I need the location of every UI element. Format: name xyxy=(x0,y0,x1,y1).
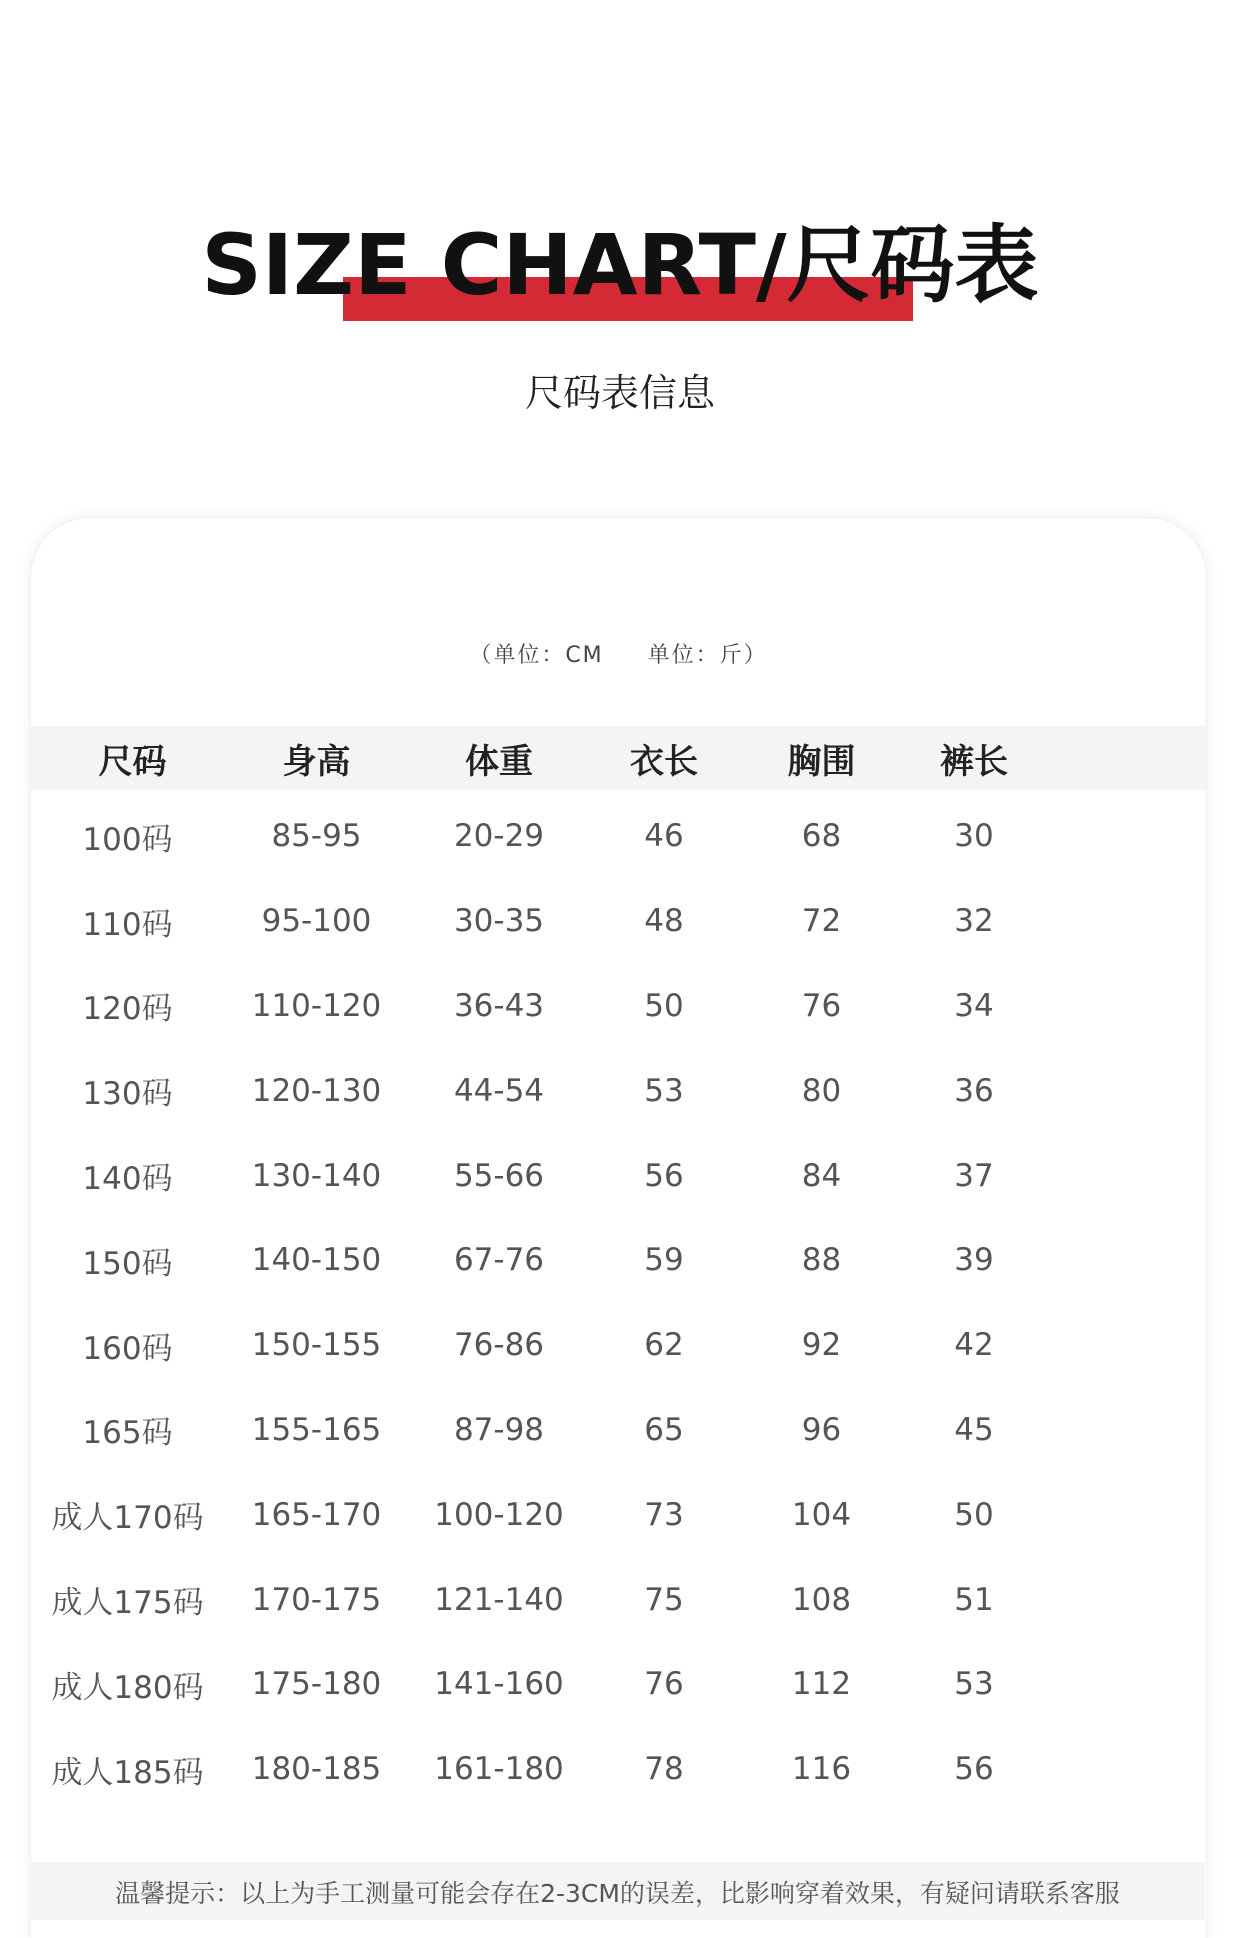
table-cell: 110码 xyxy=(82,906,173,943)
table-cell: 78 xyxy=(644,1751,684,1788)
page-title: SIZE CHART/尺码表 xyxy=(201,216,1039,314)
table-row xyxy=(31,1642,1206,1727)
table-cell: 150-155 xyxy=(251,1327,382,1364)
row-spacer xyxy=(1044,1642,1206,1727)
table-row xyxy=(31,1557,1206,1642)
column-header: 尺码 xyxy=(98,741,167,782)
table-cell: 121-140 xyxy=(434,1581,564,1618)
table-cell: 成人180码 xyxy=(51,1669,204,1706)
table-row xyxy=(31,1727,1206,1812)
footer-note-bar xyxy=(30,1862,1205,1920)
row-spacer xyxy=(1044,1727,1206,1812)
table-cell: 76 xyxy=(801,987,842,1024)
table-cell: 85-95 xyxy=(271,818,362,855)
table-cell: 36 xyxy=(954,1072,994,1109)
column-header: 衣长 xyxy=(630,741,698,782)
table-body xyxy=(31,790,1206,1812)
table-cell: 130码 xyxy=(82,1076,173,1113)
table-header-row xyxy=(31,726,1206,790)
table-cell: 73 xyxy=(644,1496,684,1533)
row-spacer xyxy=(1044,1218,1206,1303)
table-cell: 140码 xyxy=(82,1161,173,1198)
table-cell: 20-29 xyxy=(453,818,545,855)
page-subtitle: 尺码表信息 xyxy=(524,371,715,415)
table-cell: 150码 xyxy=(82,1245,173,1282)
table-cell: 36-43 xyxy=(453,987,545,1024)
table-cell: 45 xyxy=(954,1411,994,1448)
column-header: 体重 xyxy=(465,741,533,782)
row-spacer xyxy=(1044,1388,1206,1473)
table-cell: 160码 xyxy=(82,1330,173,1367)
table-cell: 104 xyxy=(791,1496,852,1533)
table-cell: 50 xyxy=(644,987,684,1024)
table-cell: 72 xyxy=(801,903,842,940)
column-spacer xyxy=(1044,726,1206,790)
row-spacer xyxy=(1044,1303,1206,1388)
table-cell: 165-170 xyxy=(251,1496,382,1533)
table-cell: 80 xyxy=(801,1072,842,1109)
table-cell: 成人170码 xyxy=(51,1500,204,1537)
row-spacer xyxy=(1044,1557,1206,1642)
row-spacer xyxy=(1044,1048,1206,1133)
table-cell: 120-130 xyxy=(251,1072,382,1109)
unit-note xyxy=(31,638,1206,669)
table-cell: 59 xyxy=(644,1242,684,1279)
table-cell: 48 xyxy=(644,903,684,940)
unit-length: （单位：CM xyxy=(469,643,604,668)
row-spacer xyxy=(1044,790,1206,879)
row-spacer xyxy=(1044,879,1206,964)
table-cell: 100-120 xyxy=(434,1496,564,1533)
table-cell: 76-86 xyxy=(453,1327,545,1364)
table-cell: 155-165 xyxy=(251,1411,382,1448)
table-cell: 30 xyxy=(954,818,994,855)
table-cell: 39 xyxy=(954,1242,994,1279)
title-block xyxy=(0,215,1240,325)
table-cell: 140-150 xyxy=(251,1242,382,1279)
table-cell: 37 xyxy=(954,1157,994,1194)
table-cell: 161-180 xyxy=(434,1751,564,1788)
table-cell: 32 xyxy=(954,903,994,940)
table-cell: 42 xyxy=(954,1327,994,1364)
row-spacer xyxy=(1044,1472,1206,1557)
table-cell: 120码 xyxy=(82,991,173,1028)
table-cell: 165码 xyxy=(82,1415,173,1452)
table-cell: 50 xyxy=(954,1496,994,1533)
table-row xyxy=(31,1218,1206,1303)
table-cell: 53 xyxy=(954,1666,994,1703)
row-spacer xyxy=(1044,1133,1206,1218)
table-cell: 87-98 xyxy=(453,1411,545,1448)
table-cell: 84 xyxy=(801,1157,842,1194)
table-cell: 67-76 xyxy=(453,1242,545,1279)
table-row xyxy=(31,879,1206,964)
table-cell: 成人185码 xyxy=(51,1754,204,1791)
table-cell: 88 xyxy=(801,1242,842,1279)
table-cell: 170-175 xyxy=(251,1581,382,1618)
table-cell: 180-185 xyxy=(251,1751,382,1788)
table-cell: 46 xyxy=(644,818,684,855)
table-cell: 76 xyxy=(644,1666,684,1703)
table-cell: 141-160 xyxy=(434,1666,564,1703)
table-cell: 65 xyxy=(644,1411,684,1448)
row-spacer xyxy=(1044,964,1206,1049)
footer-note: 温馨提示：以上为手工测量可能会存在2-3CM的误差，比影响穿着效果，有疑问请联系客服 xyxy=(115,1879,1120,1908)
table-row xyxy=(31,1303,1206,1388)
table-cell: 130-140 xyxy=(251,1157,382,1194)
column-header: 裤长 xyxy=(940,741,1008,782)
table-cell: 100码 xyxy=(82,821,173,858)
table-cell: 110-120 xyxy=(251,987,382,1024)
table-cell: 95-100 xyxy=(261,903,372,940)
table-cell: 30-35 xyxy=(453,903,545,940)
table-cell: 175-180 xyxy=(251,1666,382,1703)
table-cell: 116 xyxy=(791,1751,852,1788)
table-cell: 112 xyxy=(791,1666,852,1703)
table-cell: 75 xyxy=(644,1581,684,1618)
table-cell: 92 xyxy=(801,1327,842,1364)
size-table xyxy=(31,726,1206,1812)
table-cell: 96 xyxy=(801,1411,842,1448)
column-header: 胸围 xyxy=(787,741,856,782)
table-cell: 51 xyxy=(954,1581,994,1618)
table-cell: 56 xyxy=(954,1751,994,1788)
table-cell: 68 xyxy=(801,818,842,855)
table-cell: 55-66 xyxy=(453,1157,545,1194)
table-cell: 34 xyxy=(954,987,994,1024)
table-row xyxy=(31,964,1206,1049)
table-row xyxy=(31,1388,1206,1473)
size-chart-card xyxy=(30,517,1207,1938)
table-cell: 62 xyxy=(644,1327,684,1364)
table-cell: 成人175码 xyxy=(51,1585,204,1622)
column-header: 身高 xyxy=(282,741,351,782)
table-cell: 108 xyxy=(791,1581,852,1618)
table-cell: 44-54 xyxy=(453,1072,545,1109)
table-row xyxy=(31,1133,1206,1218)
table-row xyxy=(31,790,1206,879)
unit-weight: 单位：斤） xyxy=(647,643,768,668)
table-row xyxy=(31,1048,1206,1133)
table-cell: 53 xyxy=(644,1072,684,1109)
table-row xyxy=(31,1472,1206,1557)
table-cell: 56 xyxy=(644,1157,684,1194)
